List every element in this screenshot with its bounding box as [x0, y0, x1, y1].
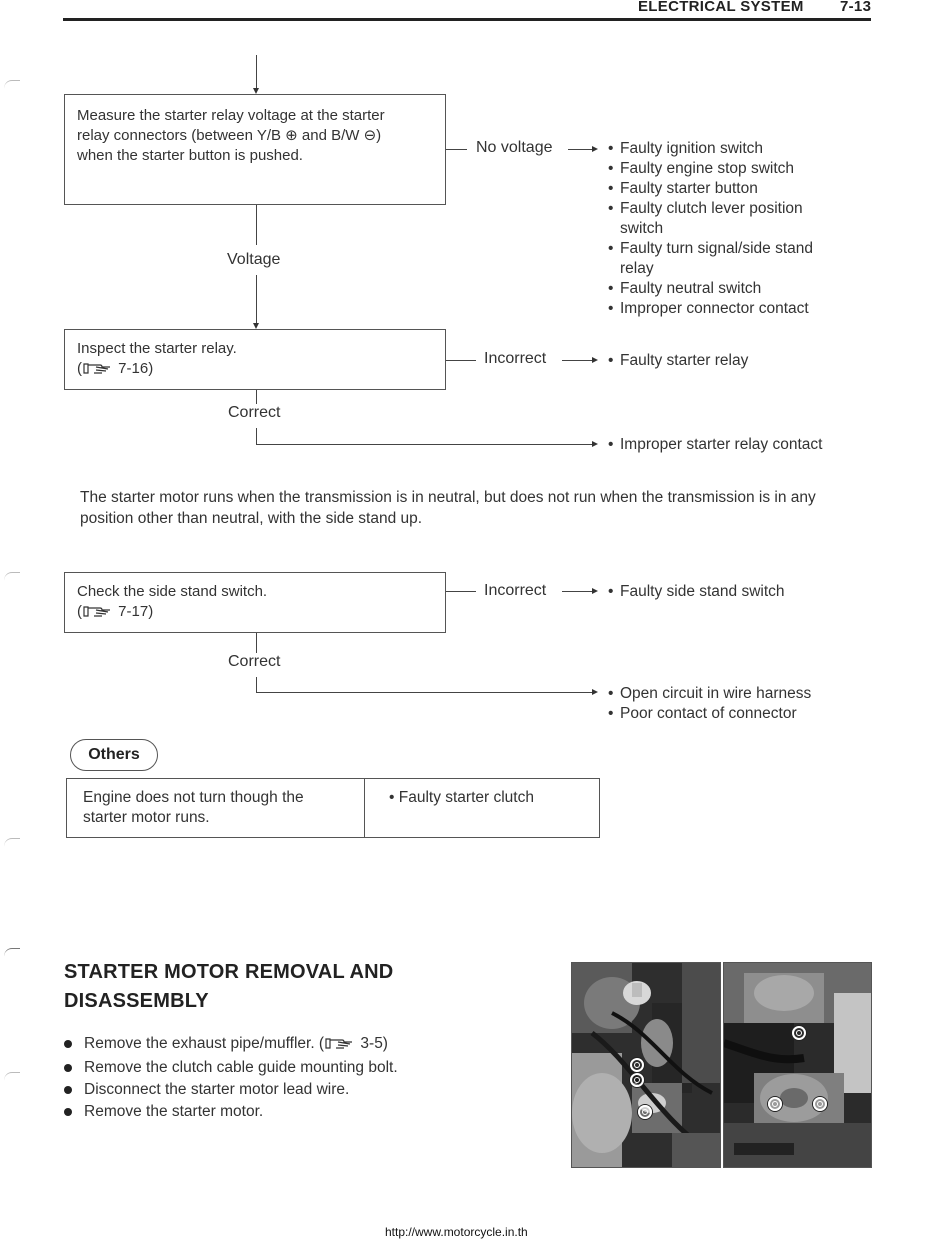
footer-url: http://www.motorcycle.in.th [385, 1225, 528, 1239]
bullet-dot [64, 1064, 72, 1072]
cause-item: • Faulty starter button [608, 179, 848, 199]
inspect-relay-ref [77, 359, 433, 381]
cause-item: • Open circuit in wire harness [608, 684, 868, 704]
inspect-relay-box [64, 329, 446, 390]
correct-arrow-line [256, 444, 592, 445]
arrow-right-icon [592, 588, 598, 594]
no-voltage-arrow-line [568, 149, 592, 150]
voltage-label: Voltage [227, 251, 281, 268]
correct-line-top [256, 633, 257, 653]
ref-page: 7-16) [118, 360, 154, 377]
side-stand-box [64, 572, 446, 633]
cause-item: • Faulty clutch lever position switch [608, 199, 848, 239]
section-title-line2: DISASSEMBLY [64, 990, 209, 1012]
cause-item: • Faulty ignition switch [608, 139, 848, 159]
others-table [66, 778, 600, 838]
correct-line-bottom [256, 677, 257, 692]
bolt-marker-icon [630, 1058, 644, 1072]
removal-step [62, 1101, 522, 1123]
side-stand-text: Check the side stand switch. [77, 583, 268, 600]
margin-mark [4, 572, 20, 589]
others-cause-text: Faulty starter clutch [398, 789, 534, 806]
incorrect-connector [446, 360, 476, 361]
margin-mark [4, 838, 20, 855]
ref-open-paren: ( [77, 360, 82, 377]
margin-mark [4, 80, 20, 97]
bullet-dot [64, 1040, 72, 1048]
others-symptom: Engine does not turn though the starter motor runs. [83, 789, 304, 826]
arrow-right-icon [592, 689, 598, 695]
measure-voltage-box [64, 94, 446, 205]
header-rule [63, 18, 871, 21]
cause-item: • Faulty turn signal/side stand relay [608, 239, 848, 279]
section-title-line1: STARTER MOTOR REMOVAL AND [64, 961, 394, 983]
incorrect-arrow-line [562, 591, 592, 592]
reference-hand-icon [82, 361, 114, 381]
step-ref: 3-5) [360, 1035, 388, 1052]
incorrect-connector [446, 591, 476, 592]
ref-open-paren: ( [77, 603, 82, 620]
bullet-dot [64, 1086, 72, 1094]
incorrect-cause-list [608, 582, 848, 602]
bolt-marker-icon [813, 1097, 827, 1111]
engine-photo-left [571, 962, 721, 1168]
correct-arrow-line [256, 692, 592, 693]
engine-photo-right-image [724, 963, 871, 1167]
reference-hand-icon [82, 604, 114, 624]
incorrect-arrow-line [562, 360, 592, 361]
voltage-line-bottom [256, 275, 257, 324]
no-voltage-label: No voltage [476, 139, 553, 156]
inspect-relay-text: Inspect the starter relay. [77, 340, 237, 357]
arrow-right-icon [592, 441, 598, 447]
correct-line-bottom [256, 428, 257, 444]
cause-item: • Poor contact of connector [608, 704, 868, 724]
step-text: Disconnect the starter motor lead wire. [84, 1081, 350, 1098]
step-text: Remove the exhaust pipe/muffler. ( [84, 1035, 325, 1052]
bolt-marker-icon [768, 1097, 782, 1111]
bolt-marker-icon [792, 1026, 806, 1040]
step-text: Remove the clutch cable guide mounting bolt. [84, 1059, 398, 1076]
cause-item: • Improper connector contact [608, 299, 848, 319]
others-cause [389, 788, 589, 808]
reference-hand-icon [324, 1035, 356, 1057]
others-tab-label: Others [88, 746, 140, 763]
cause-item: • Faulty neutral switch [608, 279, 848, 299]
no-voltage-causes-list [608, 139, 848, 319]
cause-item: • Faulty starter relay [608, 351, 848, 371]
incorrect-label: Incorrect [484, 350, 547, 367]
engine-photo-left-image [572, 963, 720, 1167]
bullet-dot [64, 1108, 72, 1116]
correct-label: Correct [228, 404, 281, 421]
others-tab [70, 739, 158, 771]
ref-page: 7-17) [118, 603, 154, 620]
cause-item: • Faulty side stand switch [608, 582, 848, 602]
correct-cause-list [608, 435, 868, 455]
margin-mark [4, 948, 20, 965]
bolt-marker-icon [630, 1073, 644, 1087]
step-text: Remove the starter motor. [84, 1103, 264, 1120]
cause-item: • Faulty engine stop switch [608, 159, 848, 179]
cause-item: • Improper starter relay contact [608, 435, 868, 455]
correct-label: Correct [228, 653, 281, 670]
incorrect-label: Incorrect [484, 582, 547, 599]
voltage-line-top [256, 205, 257, 245]
removal-step [62, 1057, 522, 1079]
correct-cause-list [608, 684, 868, 724]
incorrect-cause-list [608, 351, 848, 371]
flow-entry-line [256, 55, 257, 89]
header-page-number: 7-13 [840, 0, 872, 15]
others-divider [364, 779, 365, 837]
side-stand-ref [77, 602, 433, 624]
bullet: • [389, 789, 399, 806]
bolt-marker-icon [638, 1105, 652, 1119]
header-section-title: ELECTRICAL SYSTEM [638, 0, 804, 15]
margin-mark [4, 1072, 20, 1089]
removal-step [62, 1079, 522, 1101]
no-voltage-connector [446, 149, 467, 150]
measure-voltage-text: Measure the starter relay voltage at the starter relay connectors (between Y/B ⊕ and B/W ⊖) when the starter button is pushed. [77, 107, 385, 164]
section-title [64, 958, 484, 1016]
engine-photo-right [723, 962, 872, 1168]
removal-steps-list [62, 1033, 522, 1123]
arrow-right-icon [592, 146, 598, 152]
transmission-paragraph: The starter motor runs when the transmission is in neutral, but does not run when the transmission is in any position other than neutral, with the side stand up. [80, 489, 816, 527]
removal-step [62, 1033, 522, 1057]
arrow-right-icon [592, 357, 598, 363]
correct-line-top [256, 390, 257, 404]
